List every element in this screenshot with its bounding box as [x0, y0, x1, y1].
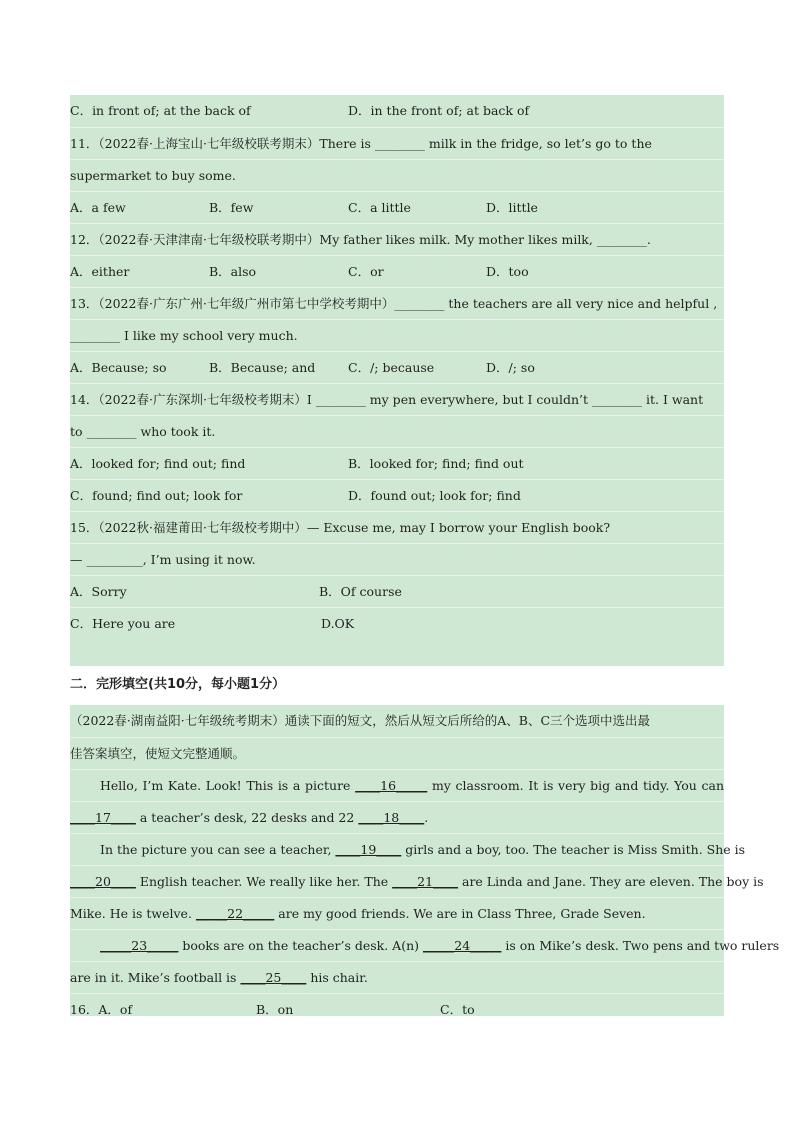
option-d: D．little [486, 200, 538, 215]
q13-options-row [70, 351, 724, 383]
option-c: C．Here you are [70, 616, 176, 631]
blank-21: ____21____ [392, 874, 459, 889]
section-heading: 二．完形填空(共10分，每小题1分） [70, 677, 286, 692]
blank-24: _____24_____ [423, 938, 502, 953]
passage-line-6: _____23_____ books are on the teacher’s desk. A(n) _____24_____ is on Mike’s desk. Two pens and two rulers [70, 929, 724, 961]
q14-options-row-1 [70, 447, 724, 479]
q11-stem-line2: supermarket to buy some. [70, 159, 724, 191]
q13-stem-line1: 13．（2022春·广东广州·七年级广州市第七中学校考期中）________ the teachers are all very nice and helpful , [70, 287, 724, 319]
option-b: B．also [209, 264, 257, 279]
option-a: 16．A．of [70, 1002, 133, 1017]
blank-20: ____20____ [70, 874, 136, 889]
option-c: C．or [348, 264, 384, 279]
blank-19: ____19____ [335, 842, 402, 857]
passage-line-4: ____20____ English teacher. We really like her. The ____21____ are Linda and Jane. They are eleven. The boy is [70, 865, 724, 897]
blank-23: _____23_____ [100, 938, 179, 953]
q15-stem-line1: 15．（2022秋·福建莆田·七年级校考期中）— Excuse me, may I borrow your English book? [70, 511, 724, 543]
q14-stem-line2: to ________ who took it. [70, 415, 724, 447]
q16-options-row [70, 993, 724, 1025]
blank-25: ____25____ [240, 970, 307, 985]
option-c: C．/; because [348, 360, 435, 375]
q15-options-row-1 [70, 575, 724, 607]
option-d: D.OK [321, 616, 355, 631]
option-b: B．looked for; find; find out [348, 456, 524, 471]
blank-16: ____16_____ [355, 778, 428, 793]
blank-17: ____17____ [70, 810, 136, 825]
option-a: A．Sorry [70, 584, 127, 599]
option-a: A．Because; so [70, 360, 167, 375]
q12-stem-line1: 12．（2022春·天津津南·七年级校联考期中）My father likes milk. My mother likes milk, ________. [70, 223, 724, 255]
option-a: A．looked for; find out; find [70, 456, 246, 471]
passage-line-2: ____17____ a teacher’s desk, 22 desks and 22 ____18____. [70, 801, 724, 833]
option-b: B．few [209, 200, 254, 215]
option-b: B．Because; and [209, 360, 316, 375]
q14-stem-line1: 14．（2022春·广东深圳·七年级校考期末）I ________ my pen everywhere, but I couldn’t ________ it. I want [70, 383, 724, 415]
q13-stem-line2: ________ I like my school very much. [70, 319, 724, 351]
option-c: C．found; find out; look for [70, 488, 243, 503]
q11-options-row [70, 191, 724, 223]
blank-18: ____18____ [358, 810, 425, 825]
q14-options-row-2 [70, 479, 724, 511]
option-c: C．to [440, 1002, 475, 1017]
cloze-intro-line2: 佳答案填空，使短文完整通顺。 [70, 737, 724, 769]
passage-line-3: In the picture you can see a teacher, ____19____ girls and a boy, too. The teacher is Miss Smith. She is [70, 833, 724, 865]
option-b: B．Of course [319, 584, 402, 599]
passage-line-7: are in it. Mike’s football is ____25____ his chair. [70, 961, 724, 993]
option-d: D．too [486, 264, 529, 279]
option-c: C．a little [348, 200, 411, 215]
option-d: D．found out; look for; find [348, 488, 521, 503]
cloze-intro-line1: （2022春·湖南益阳·七年级统考期末）通读下面的短文，然后从短文后所给的A、B、C三个选项中选出最 [70, 713, 651, 728]
option-b: B．on [256, 1002, 294, 1017]
option-c: C．in front of; at the back of [70, 103, 251, 118]
option-a: A．a few [70, 200, 126, 215]
q15-options-row-2 [70, 607, 724, 639]
option-d: D．in the front of; at back of [348, 103, 530, 118]
passage-line-5: Mike. He is twelve. _____22_____ are my good friends. We are in Class Three, Grade Seven. [70, 897, 724, 929]
option-d: D．/; so [486, 360, 535, 375]
q10-options-row [70, 95, 724, 127]
passage-line-1: Hello, I’m Kate. Look! This is a picture ____16_____ my classroom. It is very big and tidy. You can [70, 769, 724, 801]
option-a: A．either [70, 264, 130, 279]
blank-22: _____22_____ [195, 906, 275, 921]
q15-stem-line2: — _________, I’m using it now. [70, 543, 724, 575]
q11-stem-line1: 11．（2022春·上海宝山·七年级校联考期末）There is ________ milk in the fridge, so let’s go to the [70, 127, 724, 159]
q12-options-row [70, 255, 724, 287]
